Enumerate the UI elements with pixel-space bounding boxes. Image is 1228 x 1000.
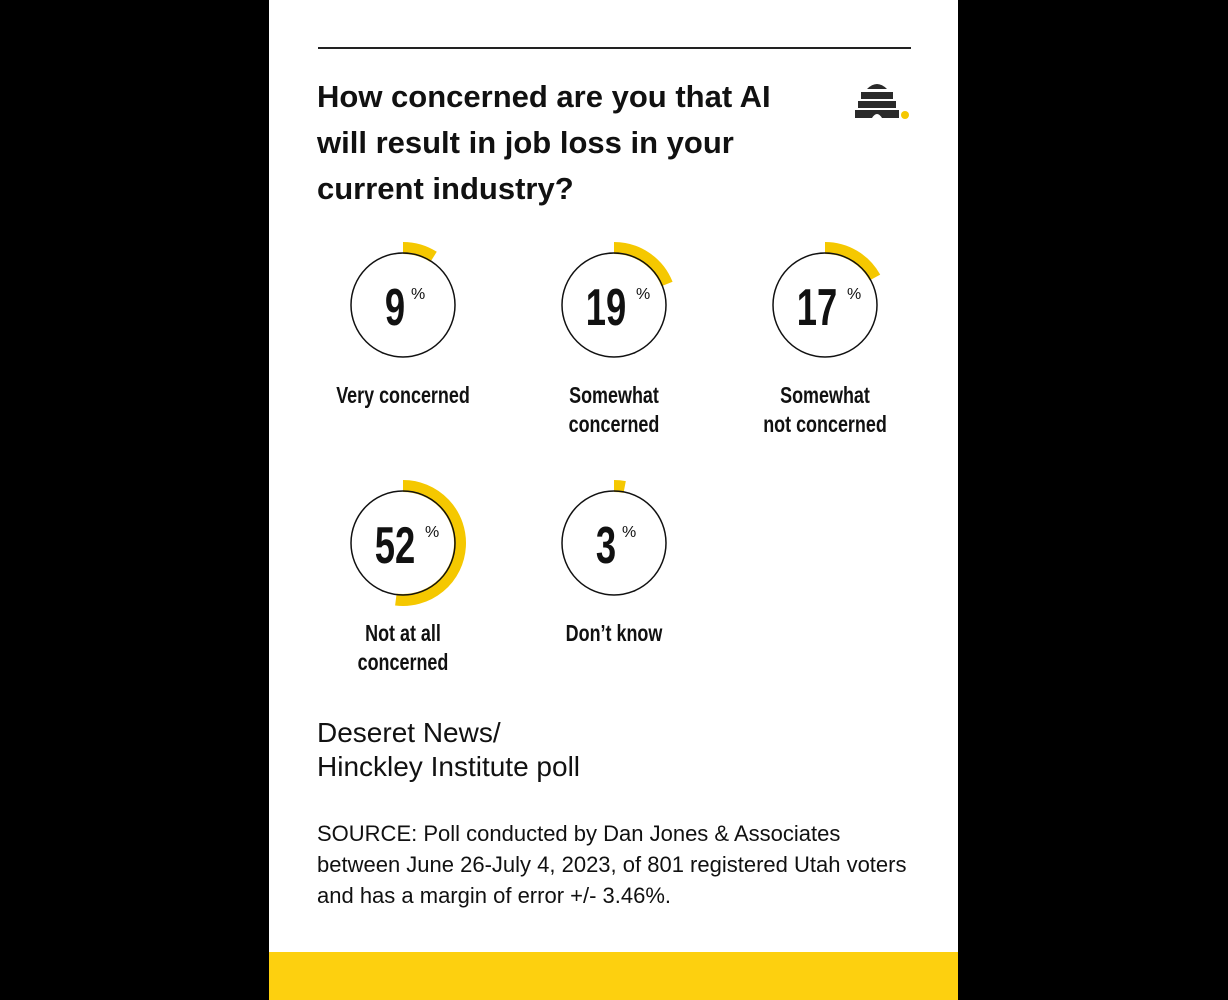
category-label-line: Somewhat (569, 382, 659, 408)
category-label (325, 619, 481, 677)
category-label-line: concerned (357, 649, 449, 675)
chart-title: How concerned are you that AI will result in job loss in your current industry? (317, 79, 771, 206)
percent-sign: % (622, 524, 637, 541)
category-label-line: Somewhat (780, 382, 870, 408)
category-label (536, 619, 692, 648)
poll-name (317, 716, 580, 784)
source-note: SOURCE: Poll conducted by Dan Jones & Associates between June 26-July 4, 2023, of 801 registered Utah voters and has a margin of error +/- 3.46%. (317, 821, 907, 908)
donut-arc (825, 248, 875, 278)
category-label-line: concerned (568, 411, 660, 437)
value-label: 52 (374, 515, 416, 575)
poll-name-line1: Deseret News/ (317, 717, 501, 748)
value-label: 9 (384, 277, 406, 337)
percent-sign: % (636, 286, 651, 303)
donut-3 (351, 486, 460, 600)
category-label (747, 381, 903, 439)
category-label (325, 381, 481, 410)
donut-4 (562, 486, 666, 595)
category-label-line: Don’t know (565, 620, 663, 646)
value-label: 3 (595, 515, 617, 575)
infographic-panel (269, 0, 958, 1000)
category-label-line: not concerned (763, 411, 887, 437)
percent-sign: % (847, 286, 862, 303)
value-label: 19 (585, 277, 627, 337)
donut-1 (562, 248, 667, 357)
category-label (536, 381, 692, 439)
category-label-line: Very concerned (336, 382, 470, 408)
donut-2 (773, 248, 877, 357)
percent-sign: % (411, 286, 426, 303)
footer-bar (269, 952, 958, 1000)
donut-0 (351, 248, 455, 357)
category-label-line: Not at all (365, 620, 441, 646)
donut-charts (269, 0, 958, 700)
poll-name-line2: Hinckley Institute poll (317, 751, 581, 782)
value-label: 17 (796, 277, 838, 337)
donut-arc (614, 486, 625, 487)
percent-sign: % (425, 524, 440, 541)
